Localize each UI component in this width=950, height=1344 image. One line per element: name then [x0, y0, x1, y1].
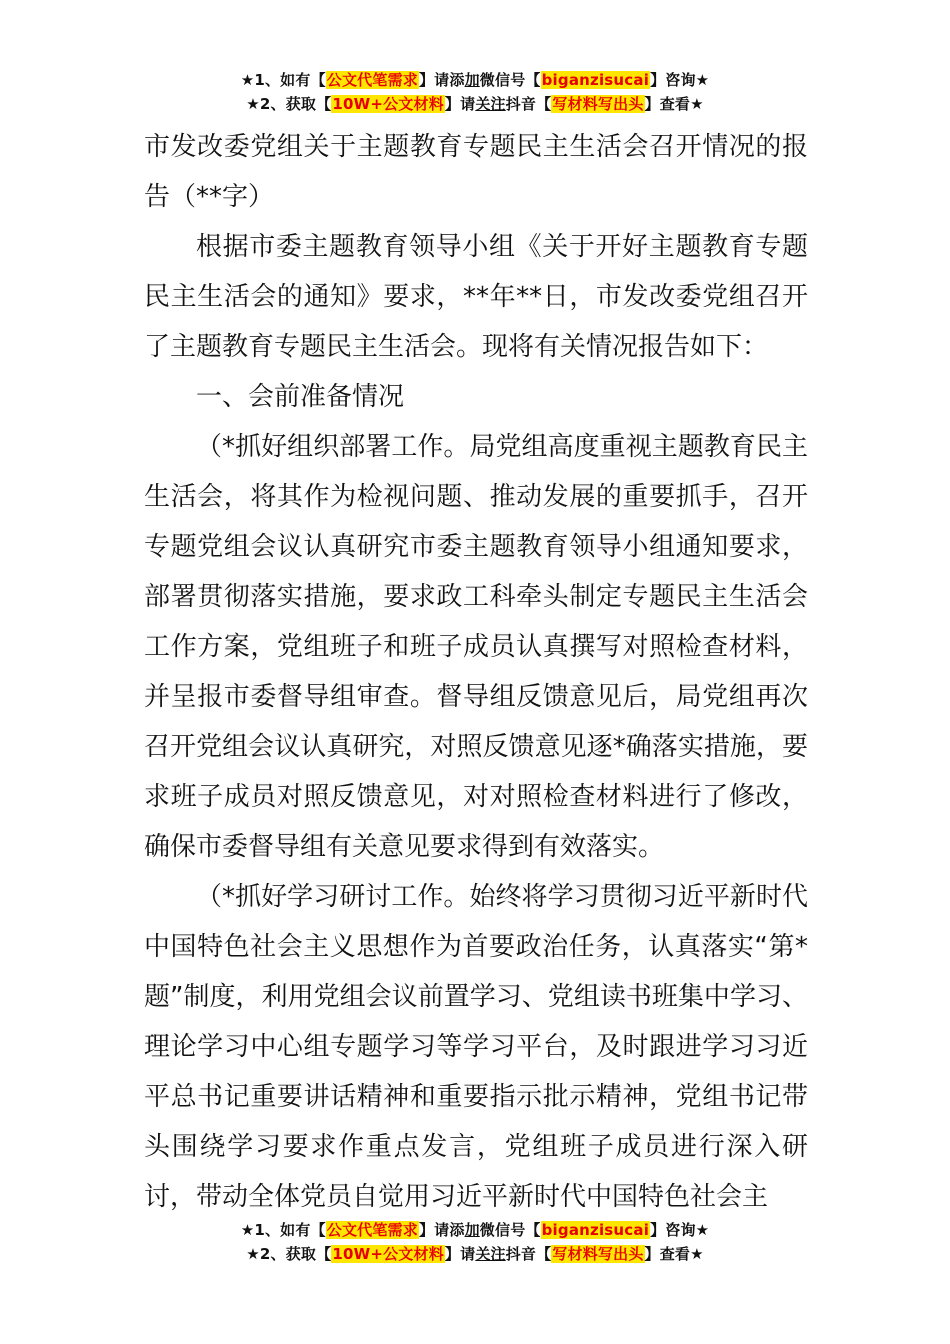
banner-text: 抖音【: [505, 1245, 552, 1263]
banner-text: 】咨询★: [650, 71, 710, 89]
banner-text: 微信号【: [479, 1221, 541, 1239]
document-body: [144, 122, 808, 1222]
banner-text: ★2、获取【: [246, 95, 332, 113]
banner-text: ★2、获取【: [246, 1245, 332, 1263]
banner-text: 】请: [444, 95, 476, 113]
banner-text: ★1、如有【: [240, 71, 326, 89]
intro-paragraph: 根据市委主题教育领导小组《关于开好主题教育专题民主生活会的通知》要求，**年**日，市发改委党组召开了主题教育专题民主生活会。现将有关情况报告如下：: [144, 232, 808, 362]
banner-text: 微信号【: [479, 71, 541, 89]
banner-highlight: 写材料写出头: [552, 1245, 644, 1263]
banner-text: 】请添: [418, 71, 465, 89]
banner-line-2: [0, 92, 950, 116]
banner-highlight: biganzisucai: [541, 1221, 650, 1239]
body-paragraph: （*抓好组织部署工作。局党组高度重视主题教育民主生活会，将其作为检视问题、推动发展的重要抓手，召开专题党组会议认真研究市委主题教育领导小组通知要求，部署贯彻落实措施，要求政工科牵头制定专题民主生活会工作方案，党组班子和班子成员认真撰写对照检查材料，并呈报市委督导组审查。督导组反馈意见后，局党组再次召开党组会议认真研究，对照反馈意见逐*确落实措施，要求班子成员对照反馈意见，对对照检查材料进行了修改，确保市委督导组有关意见要求得到有效落实。: [144, 432, 808, 862]
banner-highlight: 公文代笔需求: [326, 1221, 418, 1239]
banner-line-2: [0, 1242, 950, 1266]
header-banner: [0, 68, 950, 116]
banner-text: 】咨询★: [650, 1221, 710, 1239]
banner-text: 】查看★: [644, 1245, 704, 1263]
banner-highlight: biganzisucai: [541, 71, 650, 89]
banner-text: 】请: [444, 1245, 476, 1263]
banner-underline: 加: [464, 1221, 480, 1239]
banner-underline: 关注: [475, 1245, 506, 1263]
footer-banner: [0, 1218, 950, 1266]
banner-highlight: 写材料写出头: [552, 95, 644, 113]
banner-highlight: 10W+公文材料: [332, 1245, 444, 1263]
banner-underline: 关注: [475, 95, 506, 113]
banner-line-1: [0, 68, 950, 92]
document-title: 市发改委党组关于主题教育专题民主生活会召开情况的报告（**字）: [144, 132, 808, 212]
section-heading: 一、会前准备情况: [196, 382, 405, 412]
banner-highlight: 公文代笔需求: [326, 71, 418, 89]
banner-text: 抖音【: [505, 95, 552, 113]
banner-text: 】请添: [418, 1221, 465, 1239]
banner-text: ★1、如有【: [240, 1221, 326, 1239]
banner-underline: 加: [464, 71, 480, 89]
body-paragraph: （*抓好学习研讨工作。始终将学习贯彻习近平新时代中国特色社会主义思想作为首要政治任务，认真落实“第*题”制度，利用党组会议前置学习、党组读书班集中学习、理论学习中心组专题学习等学习平台，及时跟进学习习近平总书记重要讲话精神和重要指示批示精神，党组书记带头围绕学习要求作重点发言，党组班子成员进行深入研讨，带动全体党员自觉用习近平新时代中国特色社会主: [144, 882, 808, 1212]
banner-text: 】查看★: [644, 95, 704, 113]
banner-line-1: [0, 1218, 950, 1242]
banner-highlight: 10W+公文材料: [332, 95, 444, 113]
